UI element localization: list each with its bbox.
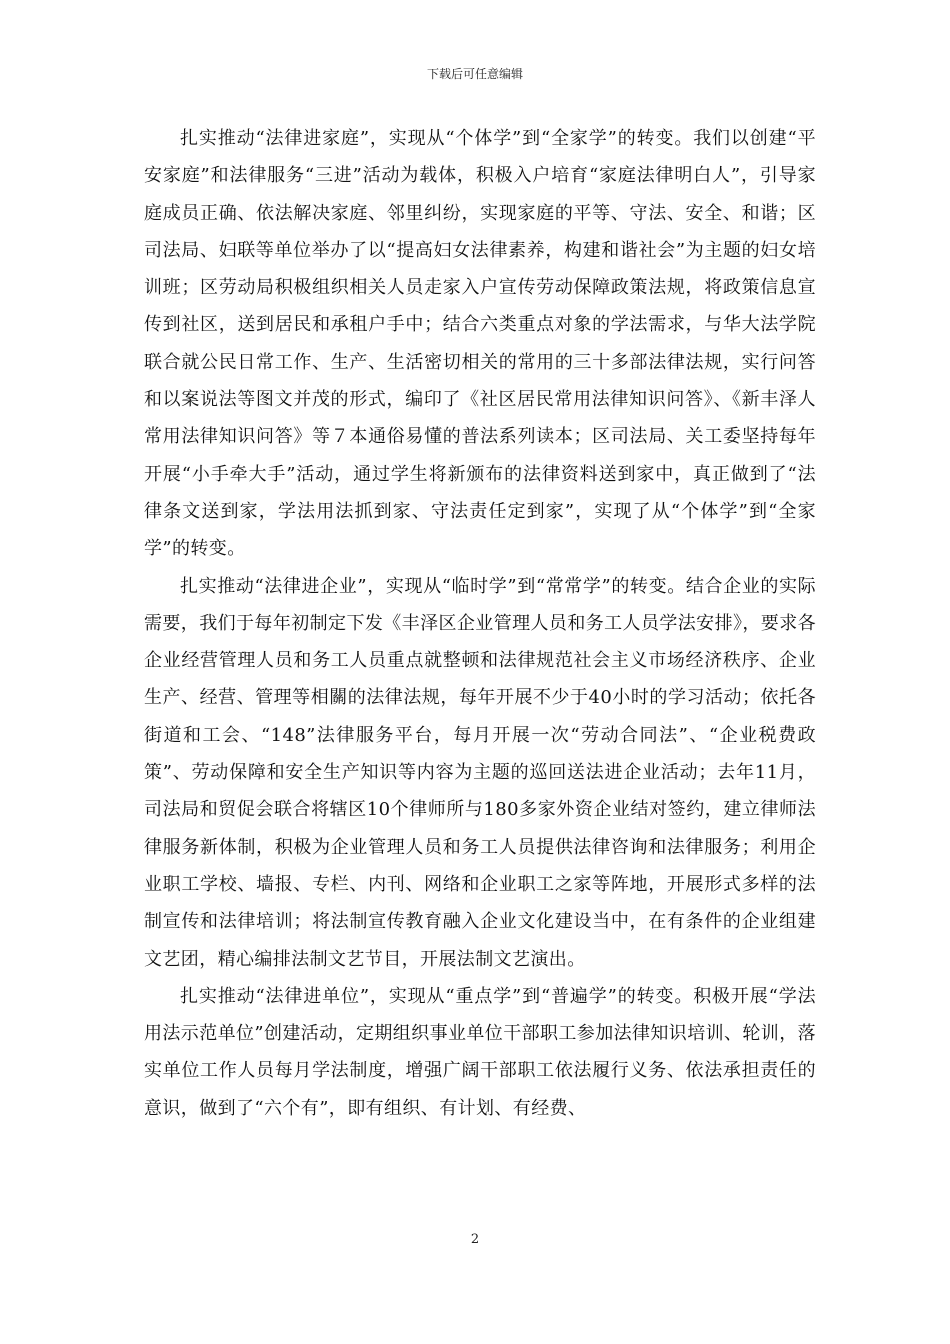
paragraph-law-into-enterprise: 扎实推动“法律进企业”，实现从“临时学”到“常常学”的转变。结合企业的实际需要，我们于每年初制定下发《丰泽区企业管理人员和务工人员学法安排》，要求各企业经营管理人员和务工人员重点就整顿和法律规范社会主义市场经济秩序、企业生产、经营、管理等相關的法律法规，每年开展不少于40小时的学习活动；依托各街道和工会、“148”法律服务平台，每月开展一次“劳动合同法”、“企业税费政策”、劳动保障和安全生产知识等内容为主题的巡回送法进企业活动；去年11月，司法局和贸促会联合将辖区10个律师所与180多家外资企业结对签约，建立律师法律服务新体制，积极为企业管理人员和务工人员提供法律咨询和法律服务；利用企业职工学校、墙报、专栏、内刊、网络和企业职工之家等阵地，开展形式多样的法制宣传和法律培训；将法制宣传教育融入企业文化建设当中，在有条件的企业组建文艺团，精心编排法制文艺节目，开展法制文艺演出。: [144, 575, 816, 970]
paragraph-law-into-family: 扎实推动“法律进家庭”，实现从“个体学”到“全家学”的转变。我们以创建“平安家庭”和法律服务“三进”活动为载体，积极入户培育“家庭法律明白人”，引导家庭成员正确、依法解决家庭、邻里纠纷，实现家庭的平等、守法、安全、和谐；区司法局、妇联等单位举办了以“提高妇女法律素养，构建和谐社会”为主题的妇女培训班；区劳动局积极组织相关人员走家入户宣传劳动保障政策法规，将政策信息宣传到社区，送到居民和承租户手中；结合六类重点对象的学法需求，与华大法学院联合就公民日常工作、生产、生活密切相关的常用的三十多部法律法规，实行问答和以案说法等图文并茂的形式，编印了《社区居民常用法律知识问答》、《新丰泽人常用法律知识问答》等７本通俗易懂的普法系列读本；区司法局、关工委坚持每年开展“小手牵大手”活动，通过学生将新颁布的法律资料送到家中，真正做到了“法律条文送到家，学法用法抓到家、守法责任定到家”，实现了从“个体学”到“全家学”的转变。: [144, 128, 816, 560]
page-header: 下载后可任意编辑: [426, 67, 523, 81]
page-number: 2: [470, 1232, 480, 1247]
document-body: [144, 120, 816, 1127]
paragraph-law-into-unit: 扎实推动“法律进单位”，实现从“重点学”到“普遍学”的转变。积极开展“学法用法示范单位”创建活动，定期组织事业单位干部职工参加法律知识培训、轮训，落实单位工作人员每月学法制度，增强广阔干部职工依法履行义务、依法承担责任的意识，做到了“六个有”，即有组织、有计划、有经费、: [144, 985, 816, 1119]
